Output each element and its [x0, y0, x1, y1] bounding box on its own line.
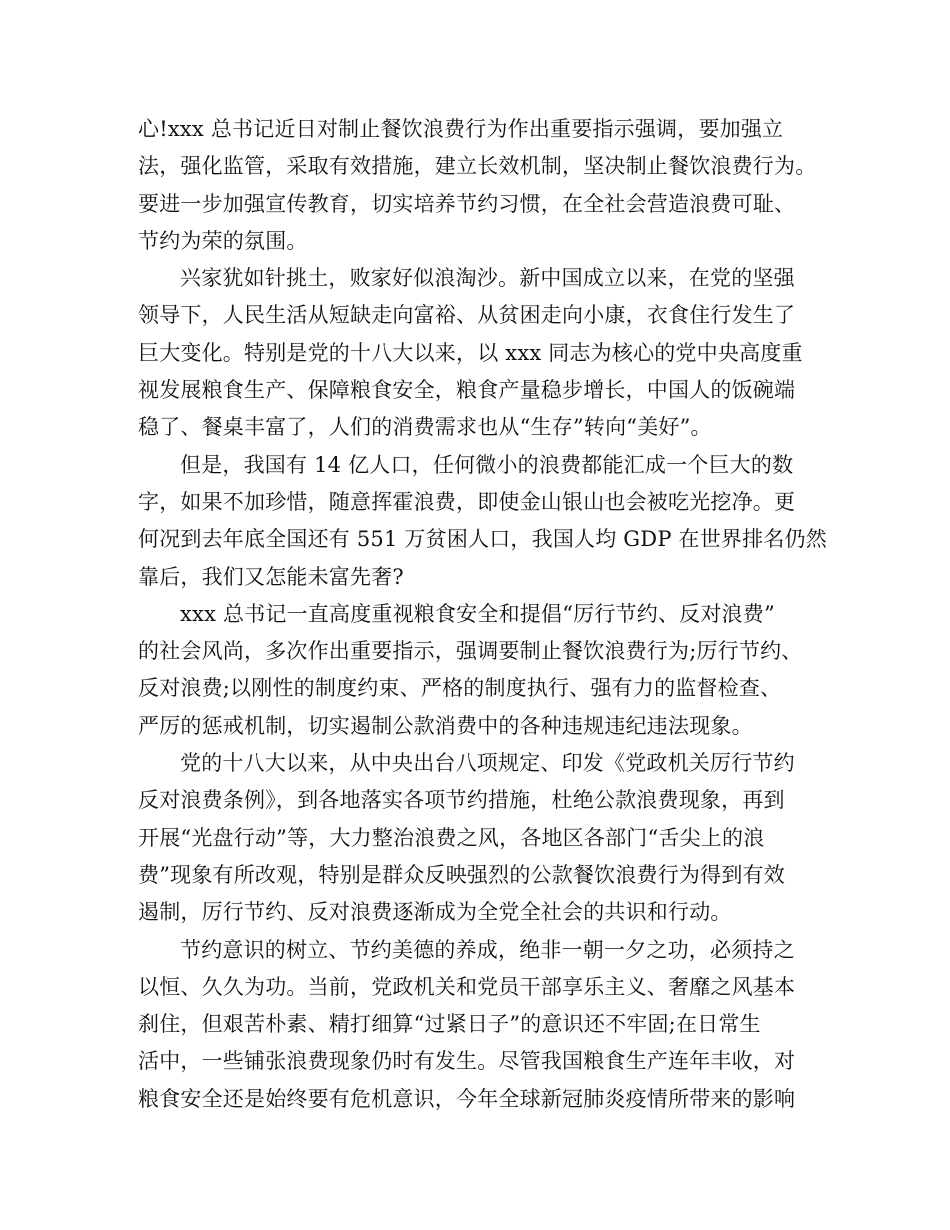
text-line: 费”现象有所改观，特别是群众反映强烈的公款餐饮浪费行为得到有效	[138, 862, 785, 887]
text-line: 兴家犹如针挑土，败家好似浪淘沙。新中国成立以来，在党的坚强	[180, 266, 795, 291]
text-line: 的社会风尚，多次作出重要指示，强调要制止餐饮浪费行为;厉行节约、	[138, 639, 803, 664]
text-line: 稳了、餐桌丰富了，人们的消费需求也从“生存”转向“美好”。	[138, 415, 712, 440]
text-line: 法，强化监管，采取有效措施，建立长效机制，坚决制止餐饮浪费行为。	[138, 154, 817, 179]
paragraph	[138, 260, 828, 446]
text-line: 但是，我国有 14 亿人口，任何微小的浪费都能汇成一个巨大的数	[180, 452, 794, 477]
text-line: 粮食安全还是始终要有危机意识，今年全球新冠肺炎疫情所带来的影响	[138, 1086, 796, 1111]
text-line: 节约为荣的氛围。	[138, 228, 308, 253]
text-line: 靠后，我们又怎能未富先奢?	[138, 564, 404, 589]
text-line: 以恒、久久为功。当前，党政机关和党员干部享乐主义、奢靡之风基本	[138, 974, 796, 999]
text-line: 心!xxx 总书记近日对制止餐饮浪费行为作出重要指示强调，要加强立	[138, 117, 784, 141]
text-line: 反对浪费;以刚性的制度约束、严格的制度执行、强有力的监督检查、	[138, 676, 782, 701]
paragraph	[138, 111, 828, 260]
text-line: 刹住，但艰苦朴素、精打细算“过紧日子”的意识还不牢固;在日常生	[138, 1012, 761, 1037]
document-page	[138, 111, 828, 1118]
text-line: 开展“光盘行动”等，大力整治浪费之风，各地区各部门“舌尖上的浪	[138, 825, 765, 850]
text-line: 何况到去年底全国还有 551 万贫困人口，我国人均 GDP 在世界排名仍然	[138, 527, 827, 552]
text-line: 巨大变化。特别是党的十八大以来，以 xxx 同志为核心的党中央高度重	[138, 340, 803, 365]
paragraph	[138, 932, 828, 1118]
text-line: 活中，一些铺张浪费现象仍时有发生。尽管我国粮食生产连年丰收，对	[138, 1049, 796, 1074]
paragraph	[138, 596, 828, 745]
text-line: 严厉的惩戒机制，切实遏制公款消费中的各种违规违纪违法现象。	[138, 713, 753, 738]
text-line: 领导下，人民生活从短缺走向富裕、从贫困走向小康，衣食住行发生了	[138, 303, 796, 328]
text-line: 视发展粮食生产、保障粮食安全，粮食产量稳步增长，中国人的饭碗端	[138, 378, 796, 403]
paragraph	[138, 745, 828, 931]
paragraph	[138, 447, 828, 596]
text-line: xxx 总书记一直高度重视粮食安全和提倡“厉行节约、反对浪费”	[180, 601, 775, 626]
text-line: 要进一步加强宣传教育，切实培养节约习惯，在全社会营造浪费可耻、	[138, 191, 796, 216]
text-line: 字，如果不加珍惜，随意挥霍浪费，即使金山银山也会被吃光挖净。更	[138, 489, 796, 514]
text-line: 遏制，厉行节约、反对浪费逐渐成为全党全社会的共识和行动。	[138, 900, 732, 925]
text-line: 节约意识的树立、节约美德的养成，绝非一朝一夕之功，必须持之	[180, 937, 795, 962]
text-line: 反对浪费条例》，到各地落实各项节约措施，杜绝公款浪费现象，再到	[138, 788, 785, 813]
text-line: 党的十八大以来，从中央出台八项规定、印发《党政机关厉行节约	[180, 751, 795, 776]
